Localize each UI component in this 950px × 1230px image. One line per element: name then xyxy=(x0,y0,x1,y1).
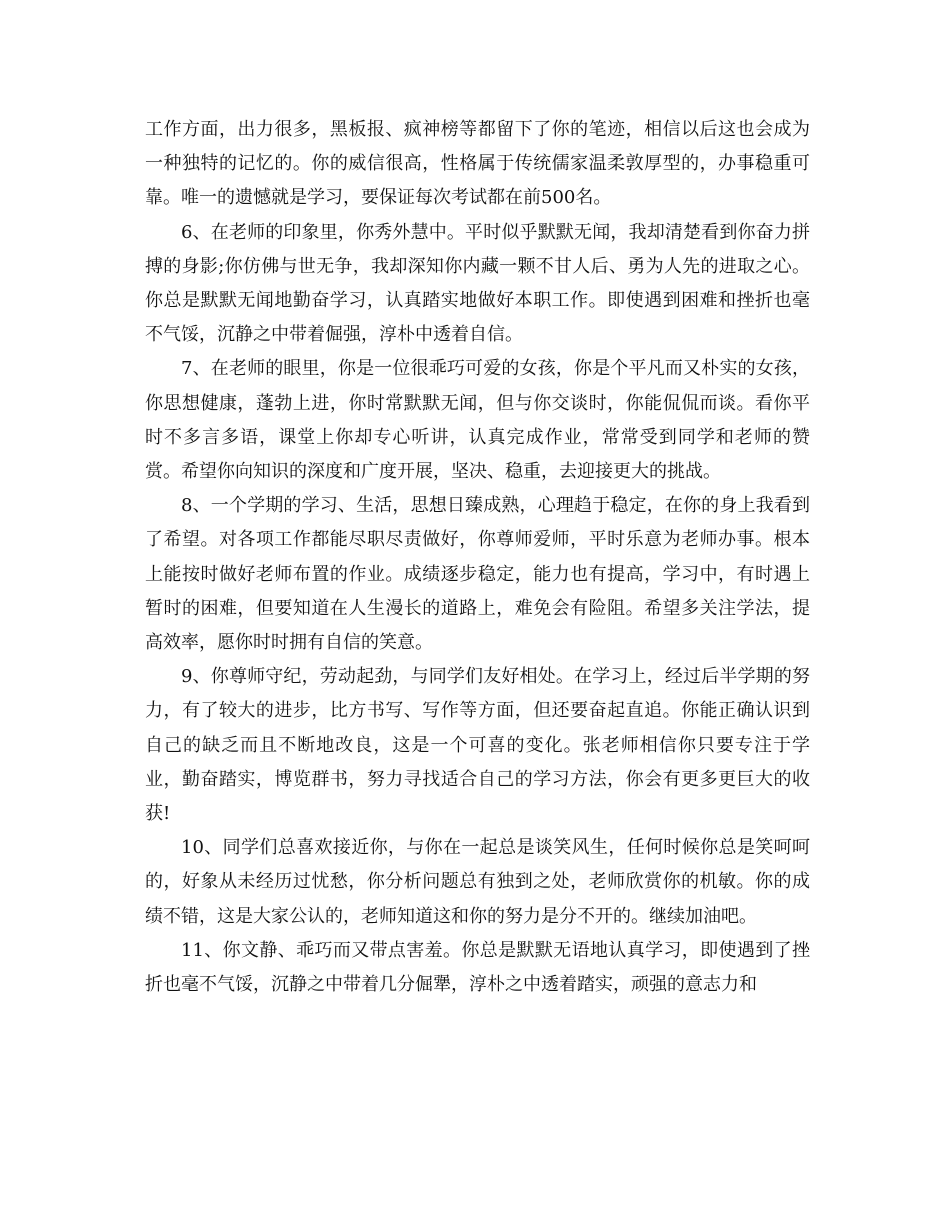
paragraph-comment-9: 9、你尊师守纪，劳动起劲，与同学们友好相处。在学习上，经过后半学期的努力，有了较大的进步，比方书写、写作等方面，但还要奋起直追。你能正确认识到自己的缺乏而且不断地改良，这是一个可喜的变化。张老师相信你只要专注于学业，勤奋踏实，博览群书，努力寻找适合自己的学习方法，你会有更多更巨大的收获! xyxy=(145,666,810,825)
document-body xyxy=(145,113,810,1002)
paragraph-comment-11: 11、你文静、乖巧而又带点害羞。你总是默默无语地认真学习，即使遇到了挫折也毫不气馁，沉静之中带着几分倔犟，淳朴之中透着踏实，顽强的意志力和 xyxy=(145,939,810,996)
paragraph-comment-6: 6、在老师的印象里，你秀外慧中。平时似乎默默无闻，我却清楚看到你奋力拼搏的身影;你仿佛与世无争，我却深知你内藏一颗不甘人后、勇为人先的进取之心。你总是默默无闻地勤奋学习，认真踏实地做好本职工作。即使遇到困难和挫折也毫不气馁，沉静之中带着倔强，淳朴中透着自信。 xyxy=(145,221,810,346)
paragraph-continuation: 工作方面，出力很多，黑板报、疯神榜等都留下了你的笔迹，相信以后这也会成为一种独特的记忆的。你的威信很高，性格属于传统儒家温柔敦厚型的，办事稳重可靠。唯一的遗憾就是学习，要保证每次考试都在前500名。 xyxy=(145,119,810,209)
paragraph-comment-8: 8、一个学期的学习、生活，思想日臻成熟，心理趋于稳定，在你的身上我看到了希望。对各项工作都能尽职尽责做好，你尊师爱师，平时乐意为老师办事。根本上能按时做好老师布置的作业。成绩逐步稳定，能力也有提高，学习中，有时遇上暂时的困难，但要知道在人生漫长的道路上，难免会有险阻。希望多关注学法，提高效率，愿你时时拥有自信的笑意。 xyxy=(145,495,810,654)
paragraph-comment-7: 7、在老师的眼里，你是一位很乖巧可爱的女孩，你是个平凡而又朴实的女孩，你思想健康，蓬勃上进，你时常默默无闻，但与你交谈时，你能侃侃而谈。看你平时不多言多语，课堂上你却专心听讲，认真完成作业，常常受到同学和老师的赞赏。希望你向知识的深度和广度开展，坚决、稳重，去迎接更大的挑战。 xyxy=(145,358,810,483)
paragraph-comment-10: 10、同学们总喜欢接近你，与你在一起总是谈笑风生，任何时候你总是笑呵呵的，好象从未经历过忧愁，你分析问题总有独到之处，老师欣赏你的机敏。你的成绩不错，这是大家公认的，老师知道这和你的努力是分不开的。继续加油吧。 xyxy=(145,837,810,927)
